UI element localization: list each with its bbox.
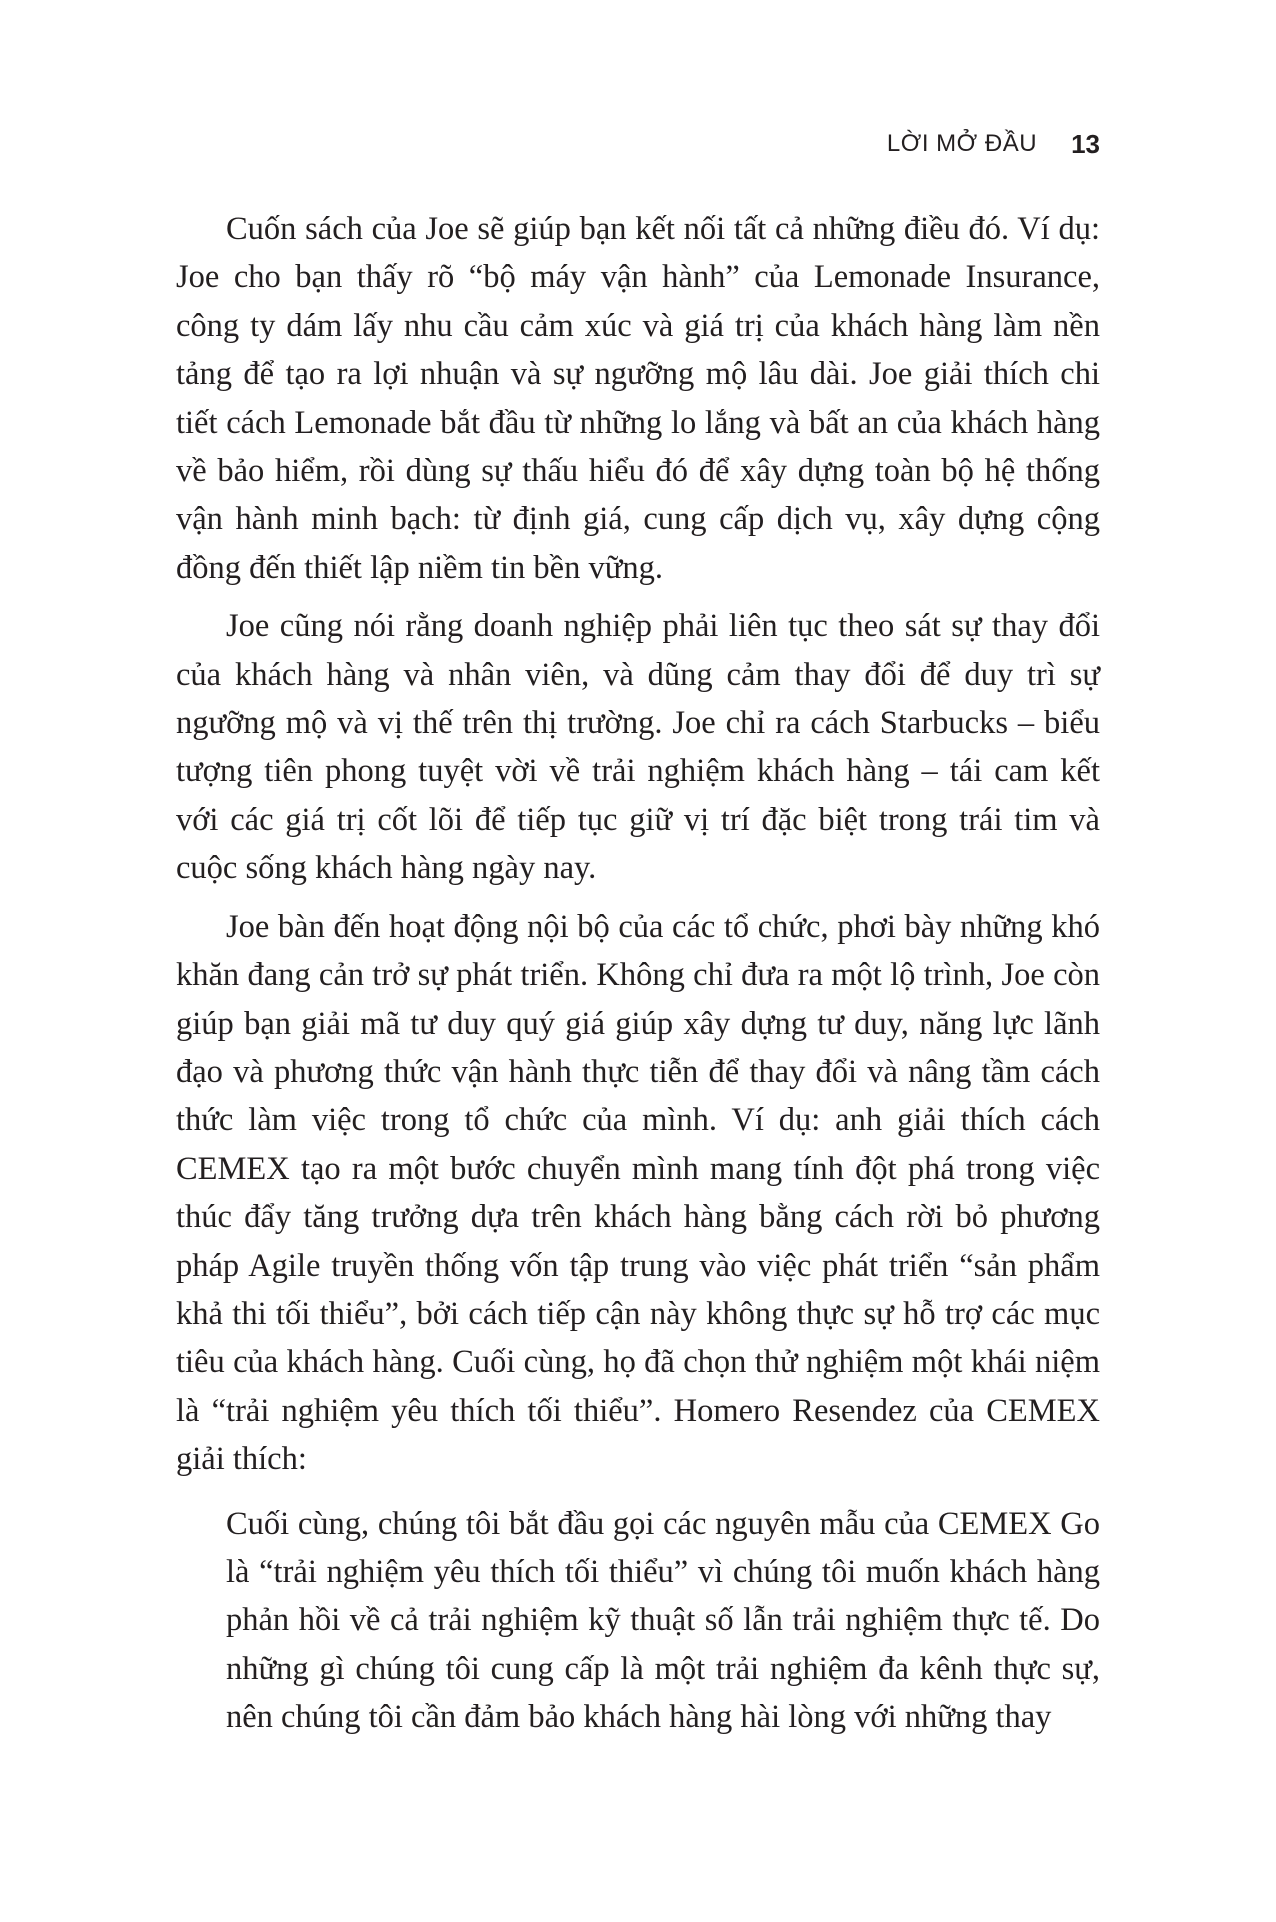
paragraph-3: Joe bàn đến hoạt động nội bộ của các tổ chức, phơi bày những khó khăn đang cản trở sự phát triển. Không chỉ đưa ra một lộ trình, Joe còn giúp bạn giải mã tư duy quý giá giúp xây dựng tư duy, năng lực lãnh đạo và phương thức vận hành thực tiễn để thay đổi và nâng tầm cách thức làm việc trong tổ chức của mình. Ví dụ: anh giải thích cách CEMEX tạo ra một bước chuyển mình mang tính đột phá trong việc thúc đẩy tăng trưởng dựa trên khách hàng bằng cách rời bỏ phương pháp Agile truyền thống vốn tập trung vào việc phát triển “sản phẩm khả thi tối thiểu”, bởi cách tiếp cận này không thực sự hỗ trợ các mục tiêu của khách hàng. Cuối cùng, họ đã chọn thử nghiệm một khái niệm là “trải nghiệm yêu thích tối thiểu”. Homero Resendez của CEMEX giải thích:: [176, 908, 1100, 1478]
running-header: [887, 124, 1100, 164]
paragraph-2: Joe cũng nói rằng doanh nghiệp phải liên tục theo sát sự thay đổi của khách hàng và nhân viên, và dũng cảm thay đổi để duy trì sự ngưỡng mộ và vị thế trên thị trường. Joe chỉ ra cách Starbucks – biểu tượng tiên phong tuyệt vời về trải nghiệm khách hàng – tái cam kết với các giá trị cốt lõi để tiếp tục giữ vị trí đặc biệt trong trái tim và cuộc sống khách hàng ngày nay.: [176, 608, 1100, 887]
block-quote: Cuối cùng, chúng tôi bắt đầu gọi các nguyên mẫu của CEMEX Go là “trải nghiệm yêu thích tối thiểu” vì chúng tôi muốn khách hàng phản hồi về cả trải nghiệm kỹ thuật số lẫn trải nghiệm thực tế. Do những gì chúng tôi cung cấp là một trải nghiệm đa kênh thực sự, nên chúng tôi cần đảm bảo khách hàng hài lòng với những thay: [226, 1505, 1100, 1736]
section-title: LỜI MỞ ĐẦU: [886, 130, 1038, 157]
paragraph-1: Cuốn sách của Joe sẽ giúp bạn kết nối tất cả những điều đó. Ví dụ: Joe cho bạn thấy rõ “bộ máy vận hành” của Lemonade Insurance, công ty dám lấy nhu cầu cảm xúc và giá trị của khách hàng làm nền tảng để tạo ra lợi nhuận và sự ngưỡng mộ lâu dài. Joe giải thích chi tiết cách Lemonade bắt đầu từ những lo lắng và bất an của khách hàng về bảo hiểm, rồi dùng sự thấu hiểu đó để xây dựng toàn bộ hệ thống vận hành minh bạch: từ định giá, cung cấp dịch vụ, xây dựng cộng đồng đến thiết lập niềm tin bền vững.: [176, 211, 1100, 586]
page-number: 13: [1071, 128, 1100, 159]
body-text: [176, 205, 1100, 1742]
